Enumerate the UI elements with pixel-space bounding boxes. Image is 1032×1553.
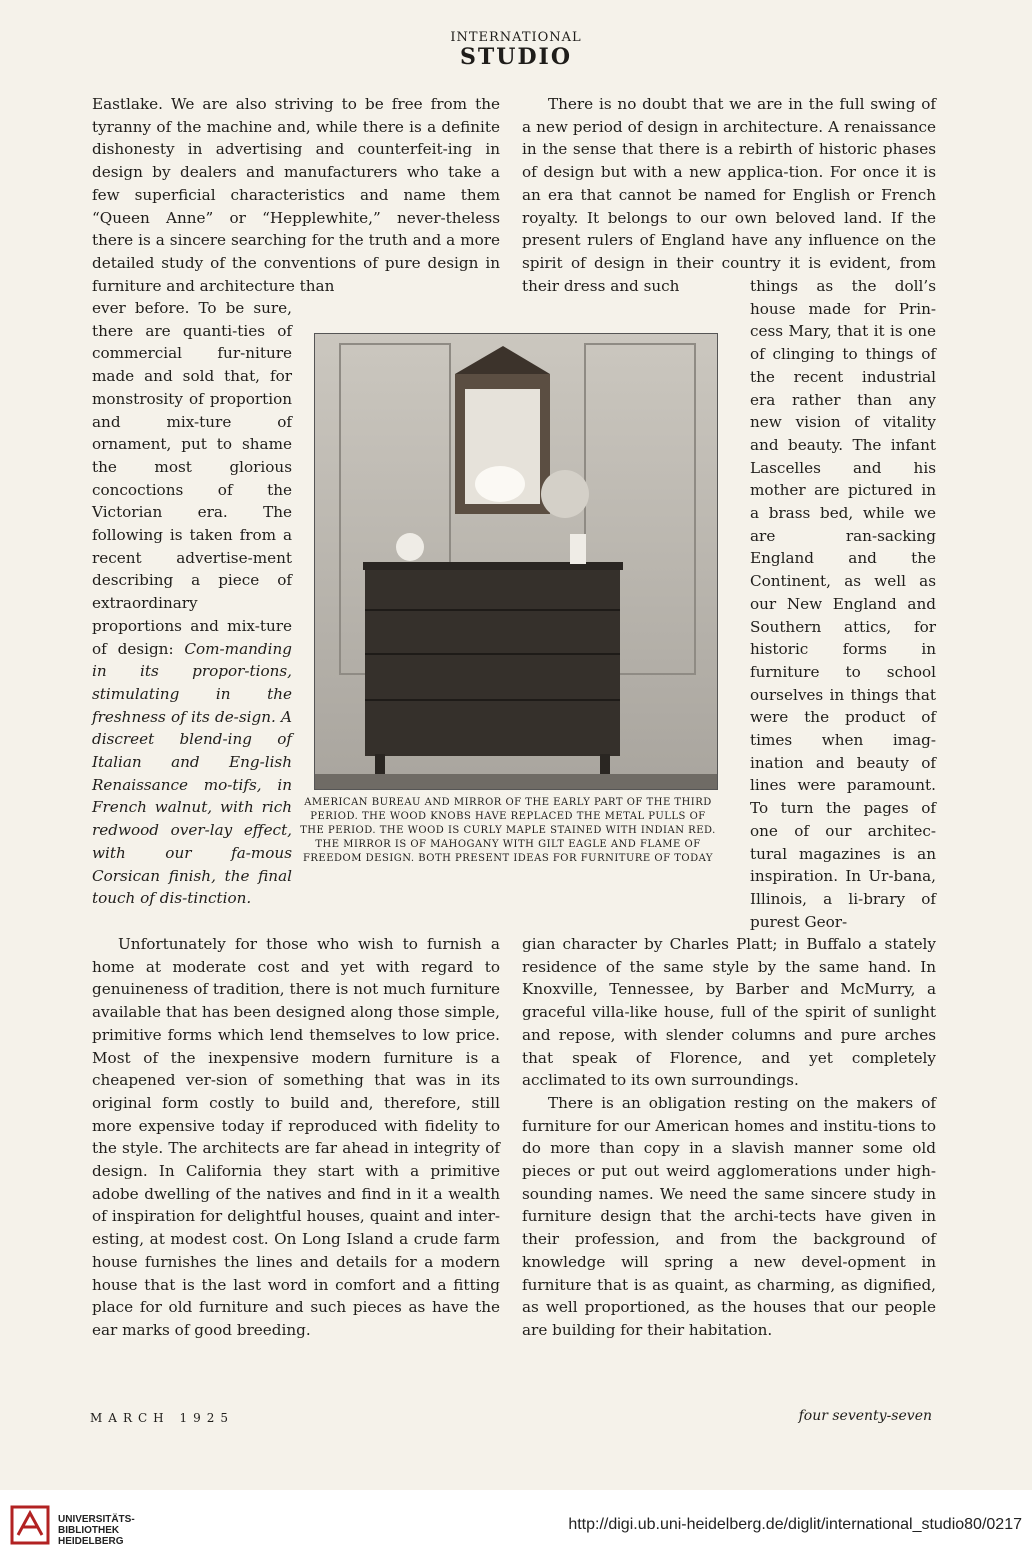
figure-caption: AMERICAN BUREAU AND MIRROR OF THE EARLY PART OF THE THIRD PERIOD. THE WOOD KNOBS HAVE REPLACED THE METAL PULLS OF THE PERIOD. THE WOOD IS CURLY MAPLE STAINED WITH INDIAN RED. THE MIRROR IS OF MAHOGANY WITH GILT EAGLE AND FLAME OF FREEDOM DESIGN. BOTH PRESENT IDEAS FOR FURNITURE OF TODAY <box>300 797 716 864</box>
photo-illustration <box>315 334 717 789</box>
masthead-studio: STUDIO <box>460 44 572 70</box>
issue-date: MARCH 1925 <box>90 1411 234 1425</box>
advertisement-quote: Com-manding in its propor-tions, stimulating in the freshness of its de-sign. A discreet blend-ing of Italian and Eng-lish Renaissance mo-tifs, in French walnut, with rich redwood over-lay effect, with our fa-mous Corsican finish, the final touch of dis-tinction. <box>92 639 292 908</box>
bureau-mirror-photo <box>314 333 718 790</box>
left-column-wrap <box>92 297 292 910</box>
right-column-wrap <box>750 275 936 933</box>
plain-text: ever before. To be sure, there are quanti-ties of commercial fur-niture made and sold that, for monstrosity of proportion and mix-ture of ornament, put to shame the most glorious concoctions of the Victorian era. The following is taken from a recent advertise-ment describing a piece of extraordinary proportions and mix-ture of design: <box>92 299 292 658</box>
paragraph-new-period: There is no doubt that we are in the full swing of a new period of design in architecture. A renaissance in the sense that there is a rebirth of historic phases of design but with a new applica-tion. For once it is an era that cannot be named for English or French royalty. It belongs to our own beloved land. If the present rulers of England have any influence on the spirit of design in their country it is evident, from their dress and such <box>522 95 936 295</box>
library-name-line-1: UNIVERSITÄTS- <box>58 1514 135 1525</box>
masthead-international: INTERNATIONAL <box>450 30 582 45</box>
page-number: four seventy-seven <box>798 1408 932 1424</box>
paragraph-unfortunately: Unfortunately for those who wish to furnish a home at moderate cost and yet with regard to genuineness of tradition, there is not much furniture available that has been designed along those simple, primitive forms which lend themselves to low price. Most of the inexpensive modern furniture is a cheapened ver-sion of something that was in its original form costly to build and, therefore, still more expensive today if reproduced with fidelity to the style. The architects are far ahead in integrity of design. In California they start with a primitive adobe dwelling of the natives and find in it a wealth of inspiration for delightful houses, quaint and inter-esting, at modest cost. On Long Island a crude farm house furnishes the lines and details for a modern house that is the last word in comfort and a fitting place for old furniture and such pieces as have the ear marks of good breeding. <box>92 935 500 1339</box>
library-name-line-3: HEIDELBERG <box>58 1536 124 1547</box>
right-column-top <box>522 93 936 297</box>
left-column-bottom <box>92 933 500 1342</box>
digitization-footer <box>0 1490 1032 1553</box>
source-url-link[interactable]: http://digi.ub.uni-heidelberg.de/diglit/international_studio80/0217 <box>568 1516 1022 1533</box>
paragraph-dolls-house: things as the doll’s house made for Prin-cess Mary, that it is one of clinging to things of the recent industrial era rather than any new vision of vitality and beauty. The infant Lascelles and his mother are pictured in a brass bed, while we are ran-sacking England and the Continent, as well as our New England and Southern attics, for historic forms in furniture to school ourselves in things that were the product of times when imag-ination and beauty of lines were paramount. To turn the pages of one of our architec-tural magazines is an inspiration. In Ur-bana, Illinois, a li-brary of purest Geor- <box>750 277 936 931</box>
library-name <box>58 1514 135 1547</box>
paragraph-eastlake: Eastlake. We are also striving to be free from the tyranny of the machine and, while there is a definite dishonesty in advertising and counterfeit-ing in design by dealers and manufacturers who take a few superficial characteristics and name them “Queen Anne” or “Hepplewhite,” never-theless there is a sincere searching for the truth and a more detailed study of the conventions of pure design in furniture and architecture than <box>92 95 500 295</box>
paragraph-obligation: There is an obligation resting on the makers of furniture for our American homes and institu-tions to do more than copy in a slavish manner some old pieces or put out weird agglomerations under high-sounding names. We need the same sincere study in furniture design that the archi-tects have given in their profession, and from the background of knowledge will spring a new devel-opment in furniture that is as quaint, as charming, as dignified, as well proportioned, as the houses that our people are building for their habitation. <box>522 1093 936 1339</box>
library-logo-icon <box>10 1505 50 1545</box>
right-column-bottom <box>522 933 936 1342</box>
paragraph-commercial-furniture <box>92 297 292 910</box>
left-column-top <box>92 93 500 297</box>
paragraph-georgian-character: gian character by Charles Platt; in Buffalo a stately residence of the same style by the same hand. In Knoxville, Tennessee, by Barber and McMurry, a graceful villa-like house, full of the spirit of sunlight and repose, with slender columns and pure arches that speak of Florence, and yet completely acclimated to its own surroundings. <box>522 935 936 1090</box>
university-library-logo <box>10 1505 50 1545</box>
library-name-line-2: BIBLIOTHEK <box>58 1525 120 1536</box>
